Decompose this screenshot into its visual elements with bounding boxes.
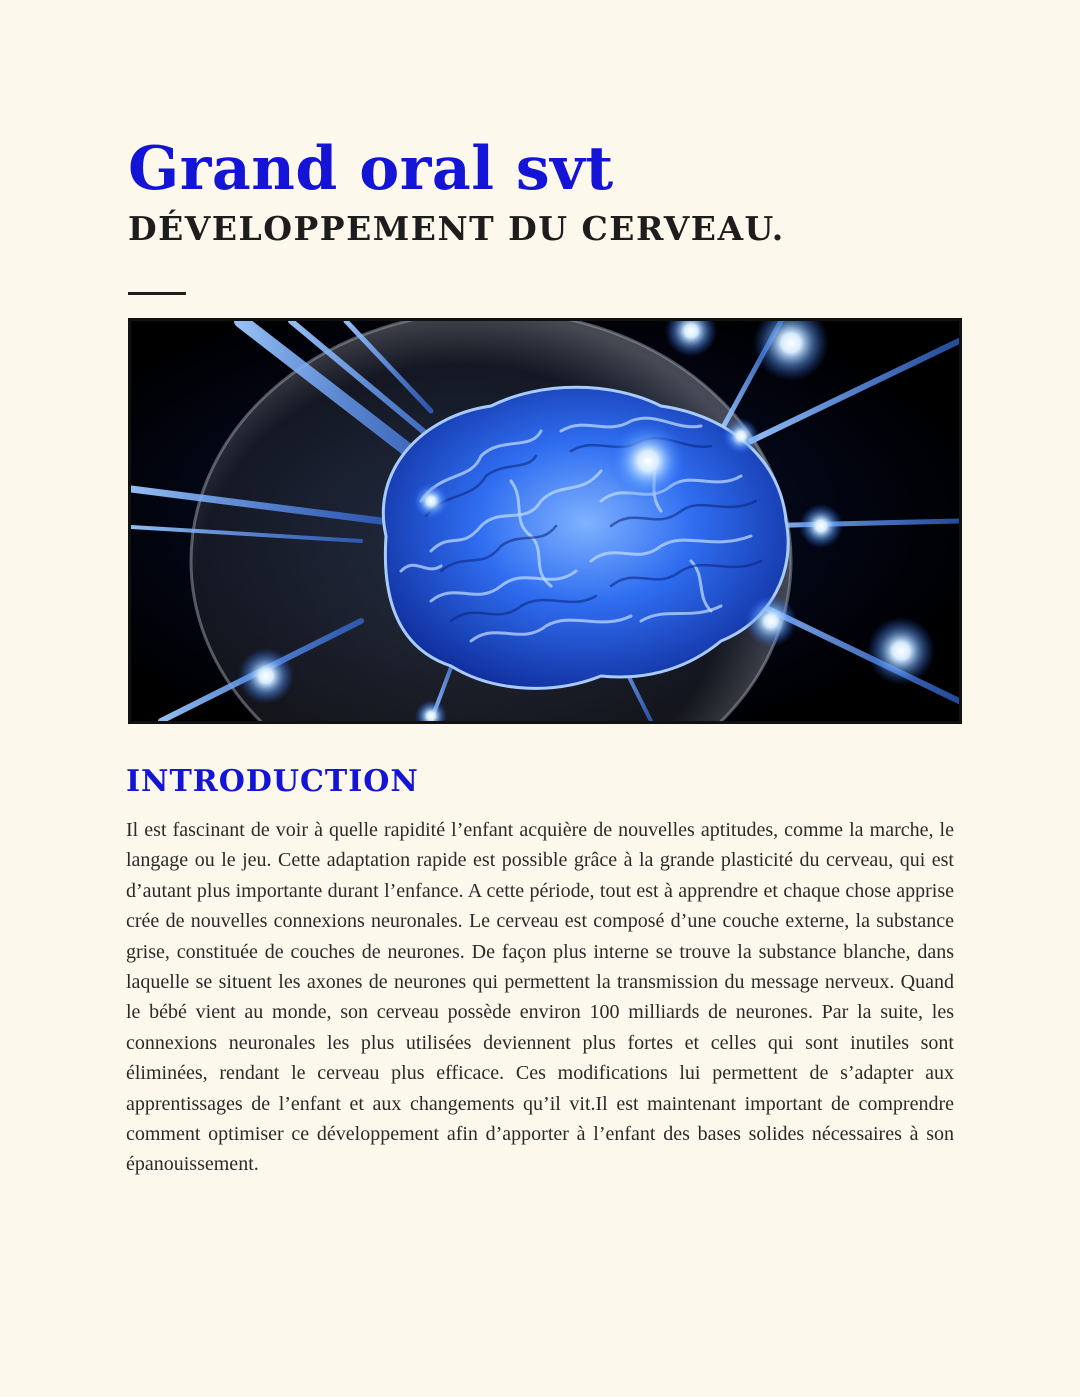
title-divider: [128, 292, 186, 295]
document-title: Grand oral svt: [128, 134, 614, 204]
introduction-paragraph: Il est fascinant de voir à quelle rapidité l’enfant acquière de nouvelles aptitudes, comme la marche, le langage ou le jeu. Cette adaptation rapide est possible grâce à la grande plasticité du cerveau, qui est d’autant plus importante durant l’enfance. A cette période, tout est à apprendre et chaque chose apprise crée de nouvelles connexions neuronales. Le cerveau est composé d’une couche externe, la substance grise, constituée de couches de neurones. De façon plus interne se trouve la substance blanche, dans laquelle se situent les axones de neurones qui permettent la transmission du message nerveux. Quand le bébé vient au monde, son cerveau possède environ 100 milliards de neurones. Par la suite, les connexions neuronales les plus utilisées deviennent plus fortes et celles qui sont inutiles sont éliminées, rendant le cerveau plus efficace. Ces modifications lui permettent de s’adapter aux apprentissages de l’enfant et aux changements qu’il vit.Il est maintenant important de comprendre comment optimiser ce développement afin d’apporter à l’enfant des bases solides nécessaires à son épanouissement.: [126, 819, 954, 1176]
hero-image-brain: [128, 318, 962, 724]
introduction-heading: INTRODUCTION: [126, 764, 419, 799]
document-subtitle: DÉVELOPPEMENT DU CERVEAU.: [128, 209, 785, 248]
brain-illustration: [131, 321, 959, 721]
